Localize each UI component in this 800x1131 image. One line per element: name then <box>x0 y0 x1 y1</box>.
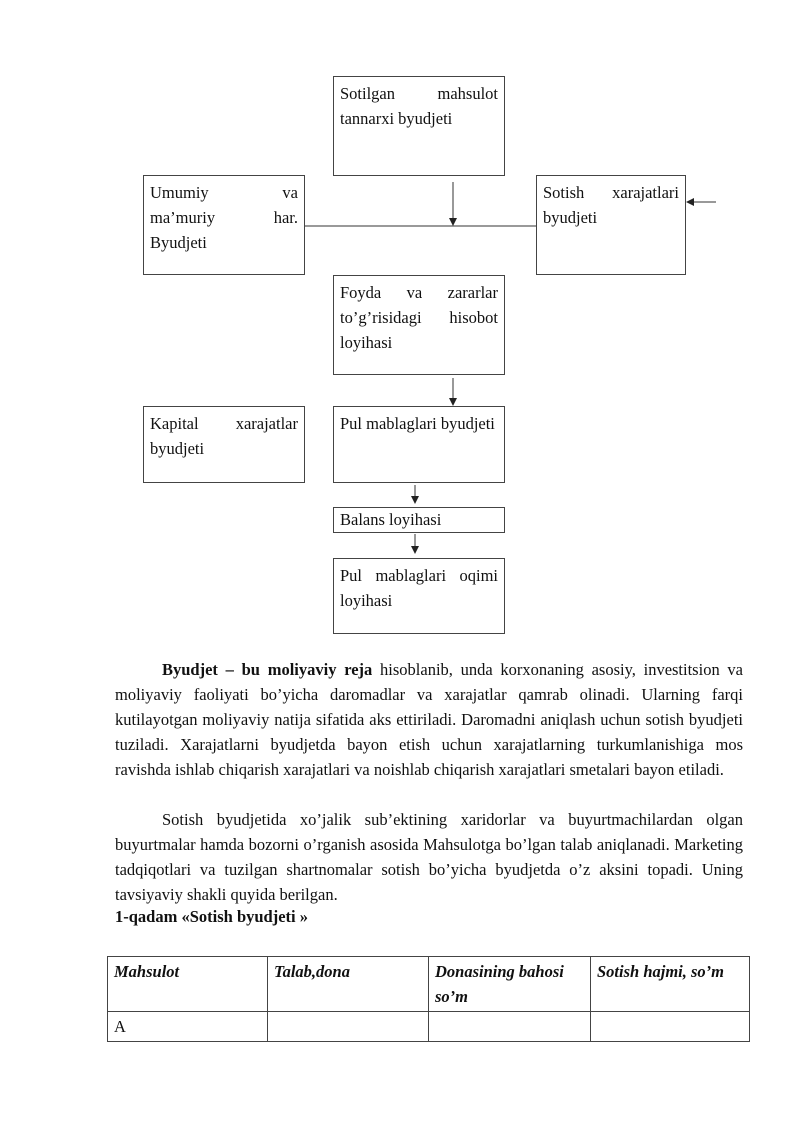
box-admin-budget <box>143 175 305 275</box>
table-header-row <box>108 957 750 1012</box>
box-admin-line3: Byudjeti <box>150 233 207 252</box>
box-balance-label: Balans loyihasi <box>340 510 442 529</box>
box-sold-cost-label: Sotilgan mahsulot tannarxi byudjeti <box>340 84 498 128</box>
cell-unit-price <box>429 1012 591 1042</box>
box-capital-budget <box>143 406 305 483</box>
box-profit-loss-label: Foyda va zararlar to’g’risidagi hisobot loyihasi <box>340 283 498 352</box>
paragraph-budget-definition <box>115 657 743 782</box>
box-sales-expense-label: Sotish xarajatlari byudjeti <box>543 183 679 227</box>
box-admin-line1: Umumiy va <box>150 183 298 202</box>
header-unit-price: Donasining bahosi so’m <box>429 957 591 1012</box>
header-product: Mahsulot <box>108 957 268 1012</box>
box-sold-cost-budget <box>333 76 505 176</box>
budget-definition-text: hisoblanib, unda korxonaning asosiy, investitsion va moliyaviy faoliyati bo’yicha daromadlar va xarajatlar qamrab olinadi. Ularning farqi kutilayotgan moliyaviy natija sifatida aks ettiriladi. Daromadni aniqlash uchun sotish byudjeti tuziladi. Xarajatlarni byudjetda bayon etish uchun xarajatlarning turkumlanishiga mos ravishda ishlab chiqarish xarajatlari va noishlab chiqarish xarajatlari smetalari bayon etiladi. <box>115 660 743 779</box>
box-admin-line2: ma’muriy har. <box>150 208 298 227</box>
box-capital-label: Kapital xarajatlar byudjeti <box>150 414 298 458</box>
box-cash-flow-label: Pul mablaglari oqimi loyihasi <box>340 566 498 610</box>
sales-budget-table <box>107 956 750 1042</box>
box-sales-expense-budget <box>536 175 686 275</box>
box-cash-budget <box>333 406 505 483</box>
cell-demand <box>268 1012 429 1042</box>
header-sales-volume: Sotish hajmi, so’m <box>591 957 750 1012</box>
header-demand: Talab,dona <box>268 957 429 1012</box>
table-row <box>108 1012 750 1042</box>
box-cash-flow <box>333 558 505 634</box>
cell-product: A <box>108 1012 268 1042</box>
box-cash-label: Pul mablaglari byudjeti <box>340 414 495 433</box>
budget-definition-bold: Byudjet – bu moliyaviy reja <box>162 660 373 679</box>
box-profit-loss-report <box>333 275 505 375</box>
section-heading: 1-qadam «Sotish byudjeti » <box>115 907 308 926</box>
cell-sales-volume <box>591 1012 750 1042</box>
box-balance <box>333 507 505 533</box>
paragraph-sales-budget: Sotish byudjetida xo’jalik sub’ektining xaridorlar va buyurtmachilardan olgan buyurtmalar hamda bozorni o’rganish asosida Mahsulotga bo’lgan talab aniqlanadi. Marketing tadqiqotlari va tuzilgan shartnomalar sotish bo’yicha byudjetda o’z aksini topadi. Uning tavsiyaviy shakli quyida berilgan. <box>115 810 743 904</box>
